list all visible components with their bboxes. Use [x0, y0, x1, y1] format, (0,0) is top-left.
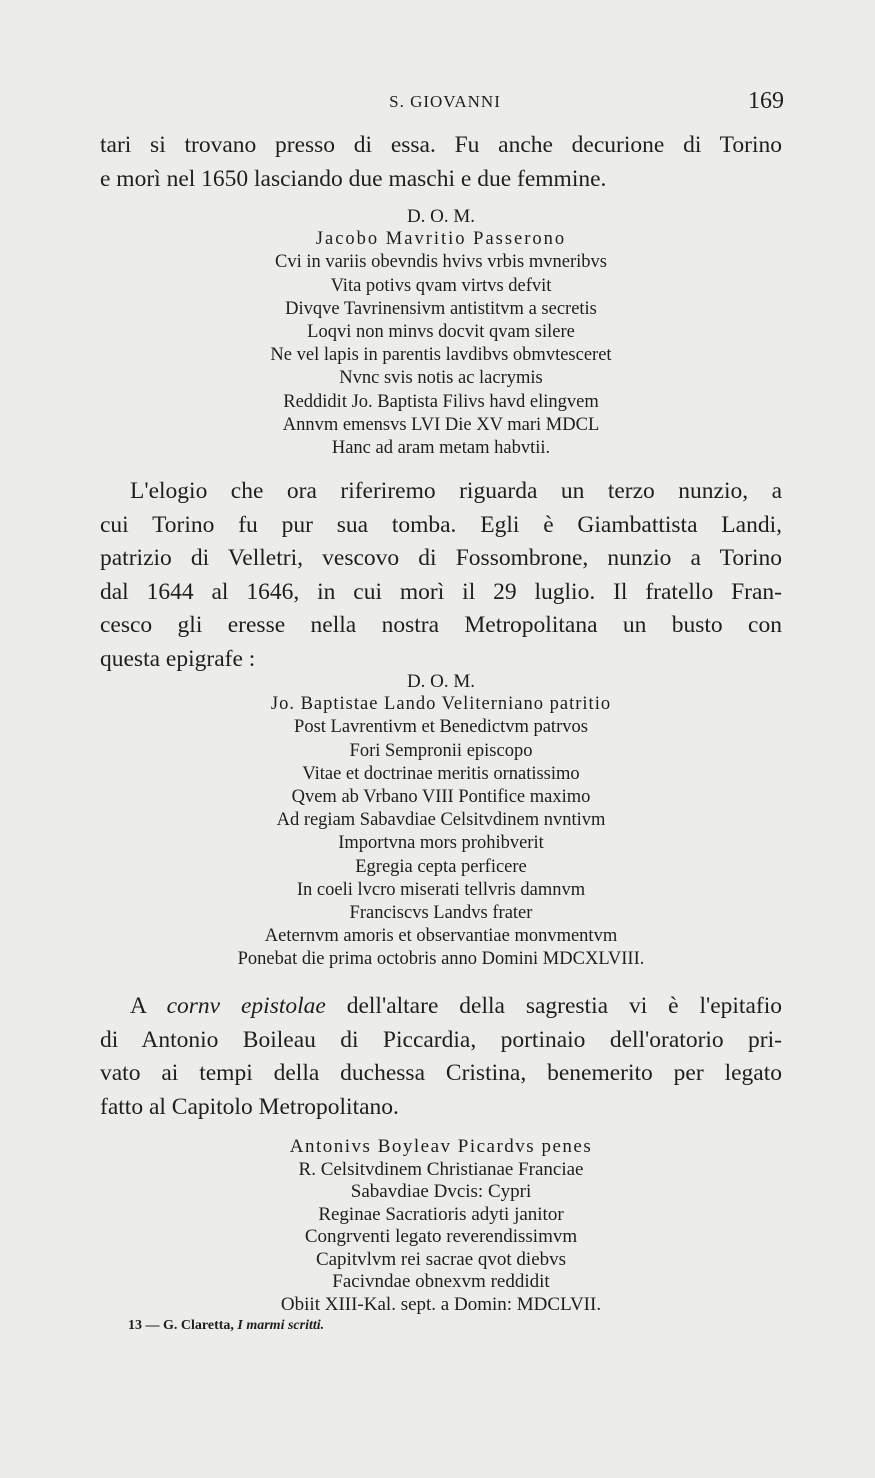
epitaph-line: Capitvlvm rei sacrae qvot diebvs — [315, 1248, 567, 1270]
paragraph-3 — [100, 990, 782, 1124]
epitaph-line: Vitae et doctrinae meritis ornatissimo — [302, 763, 580, 784]
epitaph-line: Post Lavrentivm et Benedictvm patrvos — [294, 717, 588, 738]
epitaph-line: Reddidit Jo. Baptista Filivs havd elingvem — [283, 391, 599, 412]
epitaph-line: Loqvi non minvs docvit qvam silere — [307, 322, 575, 343]
epitaph-passerono — [100, 205, 782, 460]
footnote-title: I marmi scritti. — [237, 1318, 325, 1333]
footnote-text: 13 — G. Claretta, — [128, 1318, 238, 1333]
text-line: fatto al Capitolo Metropolitano. — [100, 1093, 399, 1120]
text-line — [100, 990, 782, 1024]
epitaph-line: In coeli lvcro miserati tellvris damnvm — [296, 879, 586, 900]
text-line: patrizio di Velletri, vescovo di Fossombrone, nunzio a Torino — [100, 545, 782, 571]
epitaph-line: Antonivs Boyleav Picardvs penes — [289, 1136, 593, 1157]
epitaph-line: Obiit XIII-Kal. sept. a Domin: MDCLVII. — [280, 1293, 602, 1315]
epitaph-line: Facivndae obnexvm reddidit — [332, 1271, 550, 1292]
text-line: di Antonio Boileau di Piccardia, portinaio dell'oratorio pri- — [100, 1026, 782, 1053]
paragraph-1 — [100, 129, 782, 196]
text-line: e morì nel 1650 lasciando due maschi e due femmine. — [100, 165, 607, 192]
epitaph-line: Egregia cepta perficere — [355, 856, 527, 877]
text-line: vato ai tempi della duchessa Cristina, benemerito per legato — [100, 1060, 782, 1086]
epitaph-line: Fori Sempronii episcopo — [349, 740, 533, 761]
epitaph-line: Ponebat die prima octobris anno Domini MDCXLVIII. — [237, 949, 645, 970]
text-segment: dell'altare della sagrestia vi è l'epitafio — [325, 993, 782, 1019]
running-title: S. GIOVANNI — [389, 92, 501, 111]
epitaph-line: Cvi in variis obevndis hvivs vrbis mvneribvs — [275, 252, 607, 273]
epitaph-line: D. O. M. — [406, 206, 476, 227]
epitaph-boyleau — [100, 1136, 782, 1316]
epitaph-line: Divqve Tavrinensivm antistitvm a secretis — [285, 298, 597, 319]
epitaph-line: Importvna mors prohibverit — [338, 833, 544, 854]
page-number: 169 — [748, 88, 784, 114]
paragraph-2 — [100, 475, 782, 676]
text-line: cui Torino fu pur sua tomba. Egli è Giambattista Landi, — [100, 511, 782, 538]
epitaph-line: Ne vel lapis in parentis lavdibvs obmvtesceret — [270, 345, 612, 366]
epitaph-line: Annvm emensvs LVI Die XV mari MDCL — [282, 414, 600, 435]
epitaph-line: Jacobo Mavritio Passerono — [315, 229, 567, 250]
epitaph-line: Reginae Sacratioris adyti janitor — [318, 1203, 564, 1225]
page-header — [100, 88, 790, 120]
epitaph-line: D. O. M. — [406, 671, 476, 692]
epitaph-line: Qvem ab Vrbano VIII Pontifice maximo — [291, 787, 591, 808]
italic-phrase: cornv epistolae — [166, 993, 326, 1019]
epitaph-lando — [100, 670, 782, 972]
text-line: tari si trovano presso di essa. Fu anche decurione di Torino — [100, 132, 782, 158]
epitaph-line: Ad regiam Sabavdiae Celsitvdinem nvntivm — [276, 810, 606, 831]
epitaph-line: Congrventi legato reverendissimvm — [304, 1226, 578, 1247]
epitaph-line: Franciscvs Landvs frater — [349, 903, 533, 924]
text-segment: A — [130, 993, 167, 1019]
epitaph-line: Nvnc svis notis ac lacrymis — [339, 368, 543, 389]
text-line: questa epigrafe : — [100, 645, 256, 672]
epitaph-line: Jo. Baptistae Lando Veliterniano patritio — [270, 694, 612, 715]
text-line: L'elogio che ora riferiremo riguarda un terzo nunzio, a — [130, 478, 782, 504]
footnote — [128, 1318, 324, 1334]
epitaph-line: R. Celsitvdinem Christianae Franciae — [298, 1158, 584, 1180]
epitaph-line: Vita potivs qvam virtvs defvit — [330, 275, 552, 296]
epitaph-line: Sabavdiae Dvcis: Cypri — [350, 1181, 532, 1202]
epitaph-line: Hanc ad aram metam habvtii. — [331, 438, 551, 459]
epitaph-line: Aeternvm amoris et observantiae monvmentvm — [264, 926, 618, 947]
text-line: cesco gli eresse nella nostra Metropolitana un busto con — [100, 612, 782, 638]
text-line: dal 1644 al 1646, in cui morì il 29 luglio. Il fratello Fran- — [100, 578, 782, 605]
